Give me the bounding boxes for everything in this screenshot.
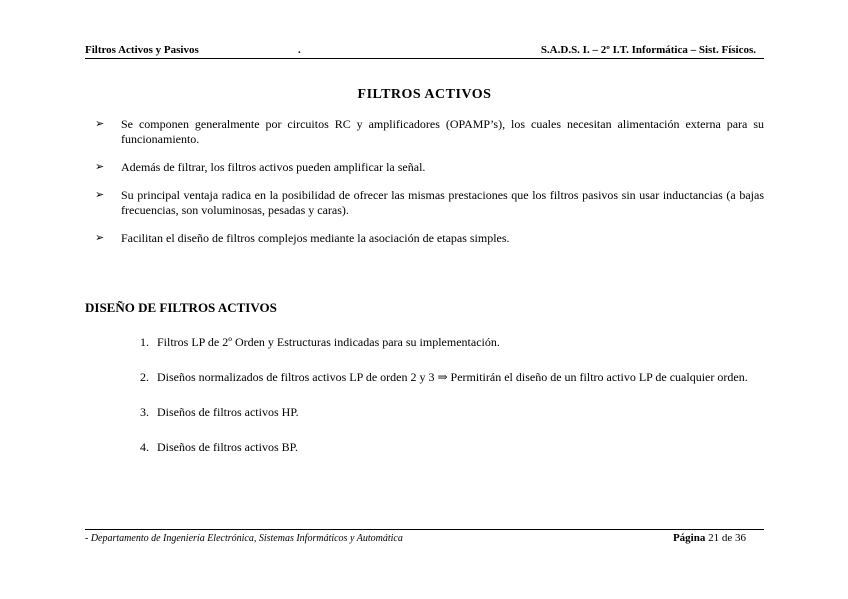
arrow-bullet-icon: ➢: [95, 118, 105, 130]
numbered-item: [140, 370, 764, 385]
page-label: Página: [672, 532, 706, 544]
arrow-bullet-icon: ➢: [95, 189, 105, 201]
page-number: [673, 532, 746, 544]
bullet-text: Facilitan el diseño de filtros complejos mediante la asociación de etapas simples.: [121, 231, 510, 245]
page-count: 21 de 36: [705, 532, 746, 544]
bullet-item: [85, 160, 764, 175]
numbered-item: [140, 405, 764, 420]
footer-department: - Departamento de Ingeniería Electrónica, Sistemas Informáticos y Automática: [85, 533, 403, 544]
bullet-item: [85, 188, 764, 218]
header-left-title: Filtros Activos y Pasivos: [85, 44, 199, 56]
numbered-item: [140, 440, 764, 455]
page-header: [85, 44, 764, 59]
section-heading: DISEÑO DE FILTROS ACTIVOS: [85, 300, 277, 315]
item-number: 3.: [140, 405, 149, 419]
bullet-text: Además de filtrar, los filtros activos pueden amplificar la señal.: [121, 160, 426, 174]
bullet-item: [85, 231, 764, 246]
item-text: Filtros LP de 2º Orden y Estructuras indicadas para su implementación.: [157, 335, 500, 349]
bullet-text: Se componen generalmente por circuitos RC y amplificadores (OPAMP’s), los cuales necesitan alimentación externa para su funcionamiento.: [121, 117, 764, 146]
arrow-bullet-icon: ➢: [95, 232, 105, 244]
bullet-item: [85, 117, 764, 147]
item-number: 1.: [140, 335, 149, 349]
item-number: 2.: [140, 370, 149, 384]
arrow-bullet-icon: ➢: [95, 161, 105, 173]
item-number: 4.: [140, 440, 149, 454]
page-footer: [85, 529, 764, 546]
numbered-list: [140, 335, 764, 455]
item-text: Diseños normalizados de filtros activos LP de orden 2 y 3 ⇒ Permitirán el diseño de un filtro activo LP de cualquier orden.: [157, 370, 748, 384]
item-text: Diseños de filtros activos HP.: [157, 405, 299, 419]
header-right-title: S.A.D.S. I. – 2º I.T. Informática – Sist. Físicos.: [540, 44, 756, 56]
numbered-item: [140, 335, 764, 350]
item-text: Diseños de filtros activos BP.: [157, 440, 298, 454]
bullet-text: Su principal ventaja radica en la posibilidad de ofrecer las mismas prestaciones que los filtros pasivos sin usar inductancias (a bajas frecuencias, son voluminosas, pesadas y caras).: [121, 188, 764, 217]
bullet-list: [85, 117, 764, 246]
header-dot: .: [298, 44, 301, 56]
page-title: FILTROS ACTIVOS: [357, 87, 492, 102]
